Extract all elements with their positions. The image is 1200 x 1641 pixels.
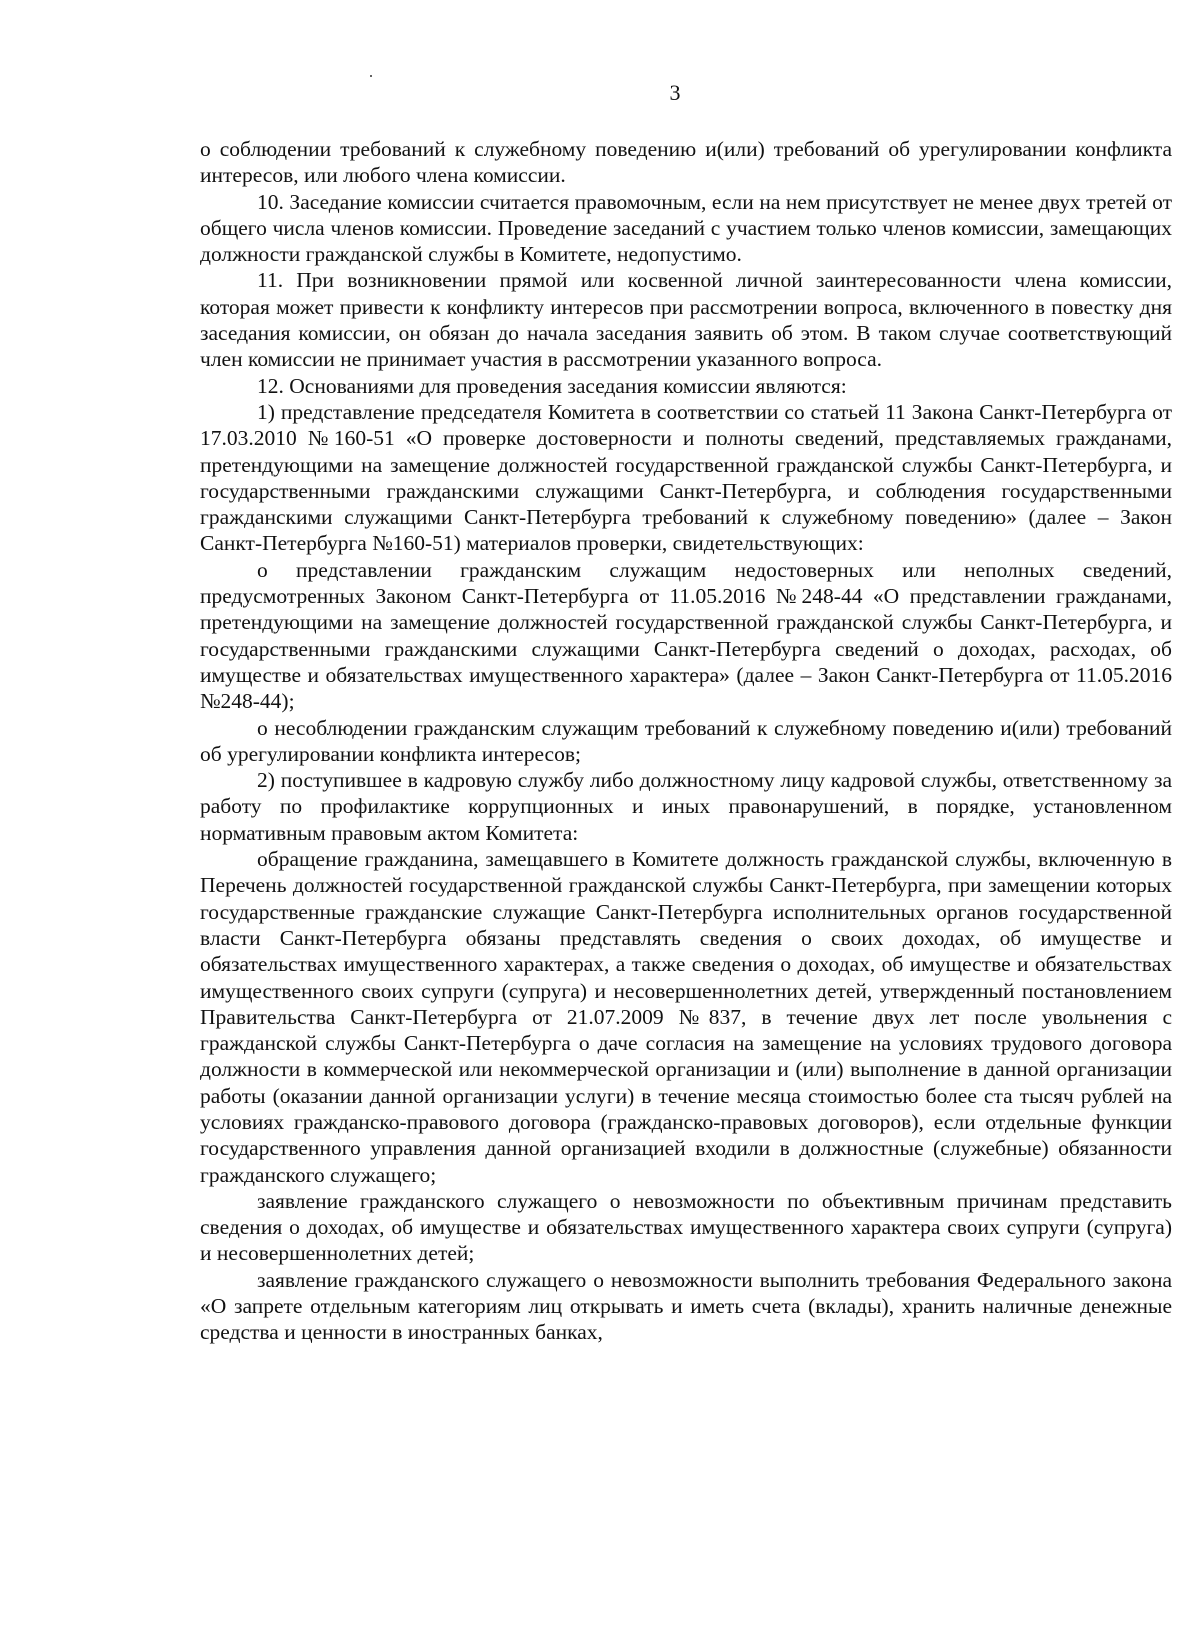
paragraph-12-item-1-sub-b: о несоблюдении гражданским служащим требований к служебному поведению и(или) требований об урегулировании конфликта интересов; bbox=[200, 715, 1172, 766]
page-number: 3 bbox=[669, 80, 681, 105]
paragraph-12-item-2-sub-a: обращение гражданина, замещавшего в Комитете должность гражданской службы, включенную в Перечень должностей государственной гражданской службы Санкт-Петербурга, при замещении которых государственные гражданские служащие Санкт-Петербурга исполнительных органов государственной власти Санкт-Петербурга обязаны представлять сведения о своих доходах, об имуществе и обязательствах имущественного характерах, а также сведения о доходах, об имуществе и обязательствах имущественного своих супруги (супруга) и несовершеннолетних детей, утвержденный постановлением Правительства Санкт-Петербурга от 21.07.2009 №837, в течение двух лет после увольнения с гражданской службы Санкт-Петербурга о даче согласия на замещение на условиях трудового договора должности в коммерческой или некоммерческой организации и (или) выполнение в данной организации работы (оказании данной организации услуги) в течение месяца стоимостью более ста тысяч рублей на условиях гражданско-правового договора (гражданско-правовых договоров), если отдельные функции государственного управления данной организацией входили в должностные (служебные) обязанности гражданского служащего; bbox=[200, 847, 1172, 1187]
paragraph-12-item-1-sub-a: о представлении гражданским служащим недостоверных или неполных сведений, предусмотренных Законом Санкт-Петербурга от 11.05.2016 №248-44 «О представлении гражданами, претендующими на замещение должностей государственной гражданской службы Санкт-Петербурга, и государственными гражданскими служащими Санкт-Петербурга сведений о доходах, расходах, об имуществе и обязательствах имущественного характера» (далее – Закон Санкт-Петербурга от 11.05.2016 №248-44); bbox=[200, 557, 1172, 714]
paragraph-12-item-2: 2) поступившее в кадровую службу либо должностному лицу кадровой службы, ответственному за работу по профилактике коррупционных и иных правонарушений, в порядке, установленном нормативным правовым актом Комитета: bbox=[200, 768, 1172, 845]
paragraph-continuation: о соблюдении требований к служебному поведению и(или) требований об урегулировании конфликта интересов, или любого члена комиссии. bbox=[200, 137, 1172, 188]
paragraph-10: 10. Заседание комиссии считается правомочным, если на нем присутствует не менее двух третей от общего числа членов комиссии. Проведение заседаний с участием только членов комиссии, замещающих должности гражданской службы в Комитете, недопустимо. bbox=[200, 189, 1172, 267]
paragraph-12-item-2-sub-b: заявление гражданского служащего о невозможности по объективным причинам представить сведения о доходах, об имуществе и обязательствах имущественного характера своих супруги (супруга) и несовершеннолетних детей; bbox=[200, 1188, 1172, 1266]
paragraph-12-item-1: 1) представление председателя Комитета в соответствии со статьей 11 Закона Санкт-Петербурга от 17.03.2010 №160-51 «О проверке достоверности и полноты сведений, представляемых гражданами, претендующими на замещение должностей государственной гражданской службы Санкт-Петербурга, и государственными гражданскими служащими Санкт-Петербурга, и соблюдения государственными гражданскими служащими Санкт-Петербурга требований к служебному поведению» (далее – Закон Санкт-Петербурга №160-51) материалов проверки, свидетельствующих: bbox=[200, 399, 1172, 556]
paragraph-12: 12. Основаниями для проведения заседания комиссии являются: bbox=[257, 373, 847, 398]
scan-speck bbox=[370, 75, 372, 77]
paragraph-11: 11. При возникновении прямой или косвенной личной заинтересованности члена комиссии, которая может привести к конфликту интересов при рассмотрении вопроса, включенного в повестку дня заседания комиссии, он обязан до начала заседания заявить об этом. В таком случае соответствующий член комиссии не принимает участия в рассмотрении указанного вопроса. bbox=[200, 268, 1172, 372]
document-body bbox=[200, 136, 1172, 1346]
paragraph-12-item-2-sub-c: заявление гражданского служащего о невозможности выполнить требования Федерального закона «О запрете отдельным категориям лиц открывать и иметь счета (вклады), хранить наличные денежные средства и ценности в иностранных банках, bbox=[200, 1267, 1172, 1345]
